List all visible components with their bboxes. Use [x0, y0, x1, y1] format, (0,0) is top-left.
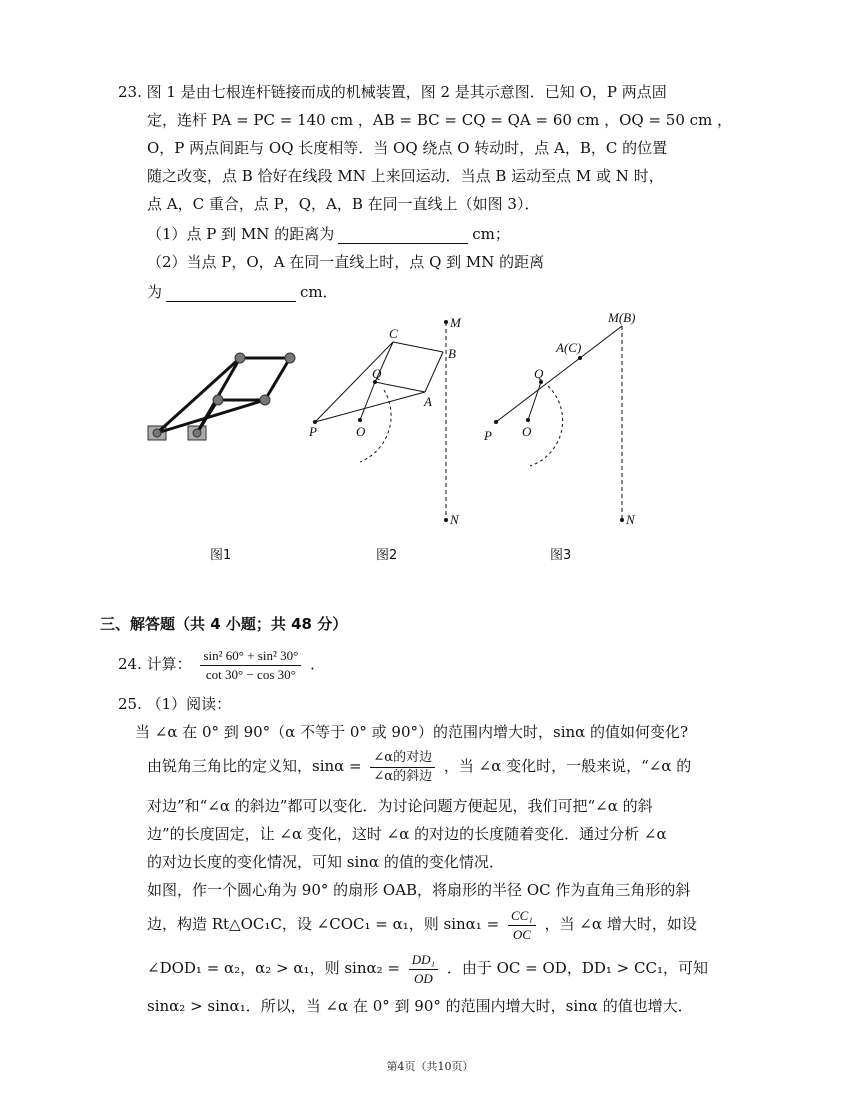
q23-part1: （1）点 P 到 MN 的距离为 cm；	[147, 225, 510, 243]
figure-2	[300, 310, 480, 540]
fig2-label-o: O	[356, 424, 366, 439]
fig3-label-n: N	[626, 512, 635, 527]
fig2-label-c: C	[389, 326, 398, 341]
q25-p4: 边”的长度固定，让 ∠α 变化，这时 ∠α 的对边的长度随着变化．通过分析 ∠α	[147, 825, 667, 843]
q25-p7: 边，构造 Rt△OC₁C，设 ∠COC₁ = α₁，则 sinα₁ = $\frac{\text{CC₁}}{OC}$ ，当 ∠α 增大时，如设	[147, 907, 697, 942]
figure-1	[140, 340, 300, 450]
q25-p9: sinα₂ > sinα₁．所以，当 ∠α 在 0° 到 90° 的范围内增大时，sinα 的值也增大．	[147, 997, 693, 1015]
q23-line1: 23. 图 1 是由七根连杆链接而成的机械装置，图 2 是其示意图．已知 O，P 两点固	[118, 83, 667, 101]
answer-blank-2[interactable]	[166, 285, 296, 302]
fig2-label-m: M	[450, 315, 461, 330]
fig2-label-n: N	[450, 512, 459, 527]
q25-p1: 当 ∠α 在 0° 到 90°（α 不等于 0° 或 90°）的范围内增大时，sinα 的值如何变化?	[135, 723, 689, 741]
q25-p8: ∠DOD₁ = α₂，α₂ > α₁，则 sinα₂ = $\frac{\text{DD₁}}{OD}$ ．由于 OC = OD，DD₁ > CC₁，可知	[147, 951, 708, 986]
fig3-label-o: O	[522, 424, 532, 439]
fig3-label-mb: M(B)	[608, 310, 636, 325]
fig2-label-p: P	[309, 424, 317, 439]
q23-line3: O，P 两点间距与 OQ 长度相等．当 OQ 绕点 O 转动时，点 A，B，C 的位置	[147, 139, 668, 157]
figure-2-caption: 图2	[376, 548, 398, 563]
q25-p2: 由锐角三角比的定义知，sinα = $\frac{\text{∠α的对边}}{\text{∠α的斜边}}$ ，当 ∠α 变化时，一般来说，“∠α 的	[147, 749, 692, 784]
figure-3	[478, 306, 658, 536]
q25-header: 25. （1）阅读：	[118, 695, 232, 713]
q23-line5: 点 A，C 重合，点 P，Q，A，B 在同一直线上（如图 3）．	[147, 195, 540, 213]
q25-p3: 对边”和“∠α 的斜边”都可以变化．为讨论问题方便起见，我们可把“∠α 的斜	[147, 797, 653, 815]
q23-number: 23.	[118, 83, 142, 101]
q25-p5: 的对边长度的变化情况，可知 sinα 的值的变化情况．	[147, 853, 504, 871]
answer-blank-1[interactable]	[338, 227, 468, 244]
fig2-label-b: B	[448, 346, 456, 361]
q25-p7-fraction: $\frac{\text{CC₁}}{OC}$	[508, 907, 536, 944]
q25-p2-fraction: $\frac{\text{∠α的对边}}{\text{∠α的斜边}}$	[370, 749, 435, 786]
q23-part2-cont: 为 cm．	[147, 283, 338, 301]
q23-part2: （2）当点 P，O，A 在同一直线上时，点 Q 到 MN 的距离	[147, 253, 545, 271]
fig3-label-q: Q	[534, 366, 544, 381]
fig2-label-a: A	[424, 394, 432, 409]
q23-line4: 随之改变，点 B 恰好在线段 MN 上来回运动．当点 B 运动至点 M 或 N 时，	[147, 167, 664, 185]
section-title: 三、解答题（共 4 小题；共 48 分）	[100, 615, 348, 633]
figure-1-caption: 图1	[210, 548, 232, 563]
fig3-label-ac: A(C)	[556, 340, 582, 355]
fig3-label-p: P	[484, 428, 492, 443]
q24: 24. 计算： $\frac{\text{sin² 60° + sin² 30°}}{\cot 30^\circ - \cos 30^\circ}$ ．	[118, 647, 326, 682]
q23-line2: 定，连杆 PA = PC = 140 cm ，AB = BC = CQ = QA = 60 cm ，OQ = 50 cm ，	[147, 111, 733, 129]
fig2-label-q: Q	[372, 366, 382, 381]
page-footer: 第4页（共10页）	[386, 1060, 474, 1073]
q24-fraction: $\frac{\text{sin² 60° + sin² 30°}}{\cot 30^\circ - \cos 30^\circ}$	[200, 647, 301, 684]
figure-3-caption: 图3	[550, 548, 572, 563]
q25-p6: 如图，作一个圆心角为 90° 的扇形 OAB，将扇形的半径 OC 作为直角三角形的斜	[147, 881, 691, 899]
q25-p8-fraction: $\frac{\text{DD₁}}{OD}$	[409, 951, 438, 988]
